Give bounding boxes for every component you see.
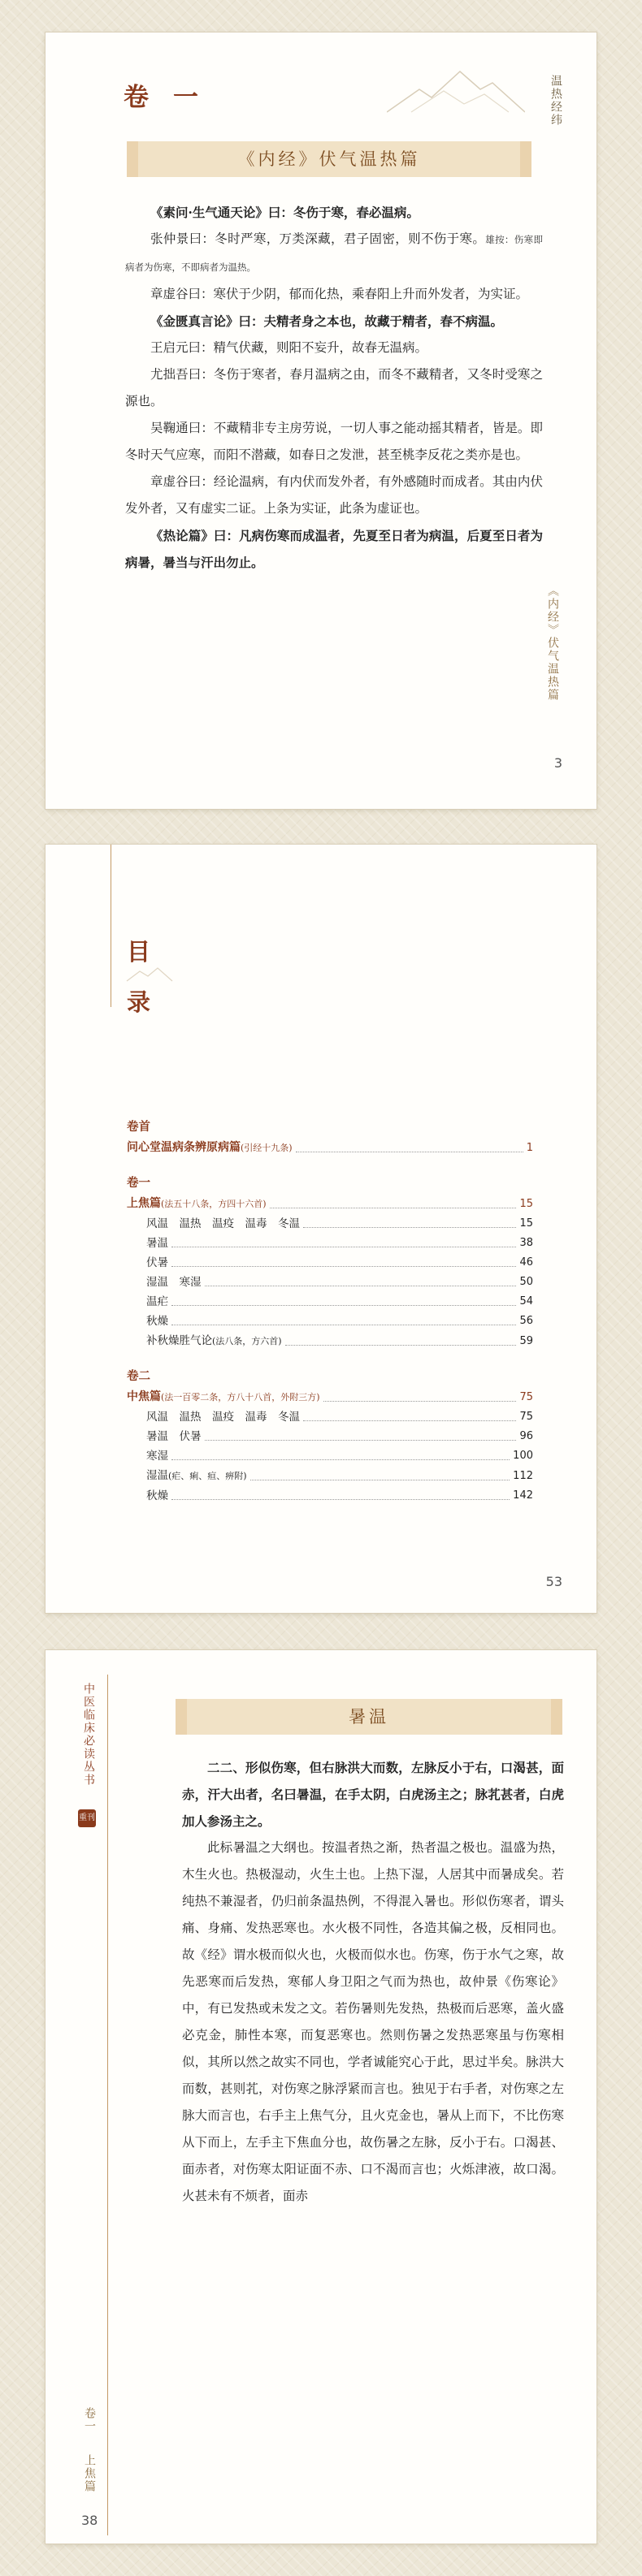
toc-title-char-1: 目 <box>127 938 151 966</box>
toc-entry[interactable]: 上焦篇(法五十八条，方四十六首) 15 <box>127 1197 533 1210</box>
banner-left-end <box>176 1699 187 1735</box>
body-text <box>125 199 543 576</box>
toc-entry[interactable]: 秋燥 142 <box>146 1489 533 1502</box>
paragraph: 王启元曰：精气伏藏，则阳不妄升，故春无温病。 <box>150 340 428 355</box>
section-vertical-title: 卷一 <box>83 2407 96 2433</box>
section-banner <box>176 1699 562 1735</box>
toc-entry[interactable]: 问心堂温病条辨原病篇(引经十九条) 1 <box>127 1141 533 1154</box>
paragraph: 章虚谷曰：寒伏于少阴，郁而化热，乘春阳上升而外发者，为实证。 <box>150 287 529 301</box>
toc-entry[interactable]: 暑温 38 <box>146 1237 533 1250</box>
series-vertical-title: 温热经纬 <box>549 75 562 127</box>
toc-volume-title: 卷二 <box>127 1369 150 1383</box>
chapter-heading: 卷一 <box>124 83 223 112</box>
seal-stamp: 重刊 <box>78 1809 96 1827</box>
paragraph: 章虚谷曰：经论温病，有内伏而发外者，有外感随时而成者。其由内伏发外者，又有虚实二证。上条为实证，此条为虚证也。 <box>125 474 543 516</box>
annotation-note: 雄按：伤寒即病者为伤寒，不即病者为温热。 <box>125 234 543 273</box>
paragraph: 吴鞠通曰：不藏精非专主房劳说，一切人事之能动摇其精者，皆是。即冬时天气应寒，而阳不潜藏，如春日之发泄，甚至桃李反花之类亦是也。 <box>125 421 543 462</box>
paragraph: 张仲景曰：冬时严寒，万类深藏，君子固密，则不伤于寒。雄按：伤寒即病者为伤寒，不即病者为温热。 <box>125 231 543 273</box>
paragraph: 尤拙吾曰：冬伤于寒者，春月温病之由，而冬不藏精者，又冬时受寒之源也。 <box>125 367 543 408</box>
margin-rule <box>107 1675 108 2535</box>
series-vertical-title: 中医临床必读丛书 <box>82 1683 95 1787</box>
cloud-ornament-icon <box>125 966 174 983</box>
paragraph: 二二、形似伤寒，但右脉洪大而数，左脉反小于右，口渴甚，面赤，汗大出者，名曰暑温，在手太阴，白虎汤主之；脉芤甚者，白虎加人参汤主之。 <box>182 1760 564 1829</box>
section-title: 暑温 <box>349 1707 389 1727</box>
body-text <box>182 1754 564 2210</box>
toc-entry[interactable]: 温疟 54 <box>146 1295 533 1308</box>
page-number: 38 <box>81 2513 98 2528</box>
paragraph: 《金匮真言论》曰：夫精者身之本也，故藏于精者，春不病温。 <box>150 313 504 329</box>
toc-entry[interactable]: 伏暑 46 <box>146 1256 533 1269</box>
book-page-3 <box>46 32 596 809</box>
toc-entry[interactable]: 风温 温热 温疫 温毒 冬温 15 <box>146 1217 533 1230</box>
page-number: 3 <box>553 755 562 771</box>
subsection-vertical-title: 上焦篇 <box>83 2454 96 2493</box>
paragraph: 此标暑温之大纲也。按温者热之渐，热者温之极也。温盛为热，木生火也。热极湿动，火生土也。上热下湿，人居其中而暑成矣。若纯热不兼湿者，仍归前条温热例，不得混入暑也。形似伤寒者，谓头痛、身痛、发热恶寒也。水火极不同性，各造其偏之极，反相同也。故《经》谓水极而似火也，火极而似水也。伤寒，伤于水气之寒，故先恶寒而后发热，寒郁人身卫阳之气而为热也，故仲景《伤寒论》中，有已发热或未发之文。若伤暑则先发热，热极而后恶寒，盖火盛必克金，肺性本寒，而复恶寒也。然则伤暑之发热恶寒虽与伤寒相似，其所以然之故实不同也，学者诚能究心于此，思过半矣。脉洪大而数，甚则芤，对伤寒之脉浮紧而言也。独见于右手者，对伤寒之左脉大而言也，右手主上焦气分，且火克金也，暑从上而下，不比伤寒从下而上，左手主下焦血分也，故伤暑之左脉，反小于右。口渴甚、面赤者，对伤寒太阳证面不赤、口不渴而言也；火烁津液，故口渴。火甚未有不烦者，面赤 <box>182 1840 564 2203</box>
toc-entry[interactable]: 中焦篇(法一百零二条，方八十八首，外附三方) 75 <box>127 1390 533 1403</box>
toc-title-char-2: 录 <box>127 988 151 1016</box>
section-title: 《内经》伏气温热篇 <box>237 149 421 169</box>
toc-entry[interactable]: 补秋燥胜气论(法八条，方六首) 59 <box>146 1334 533 1347</box>
banner-right-end <box>520 141 531 177</box>
toc-list <box>127 1117 533 1506</box>
book-page-53 <box>46 845 596 1613</box>
paragraph: 《热论篇》曰：凡病伤寒而成温者，先夏至日者为病温，后夏至日者为病暑，暑当与汗出勿止。 <box>125 528 543 570</box>
mountain-ornament-icon <box>387 65 525 114</box>
paragraph: 《素问·生气通天论》曰：冬伤于寒，春必温病。 <box>150 205 419 220</box>
book-page-38 <box>46 1650 596 2544</box>
toc-entry[interactable]: 湿温 寒湿 50 <box>146 1276 533 1289</box>
banner-left-end <box>127 141 138 177</box>
toc-entry[interactable]: 寒湿 100 <box>146 1450 533 1463</box>
section-banner <box>127 141 531 177</box>
toc-volume-title: 卷一 <box>127 1176 150 1190</box>
page-number: 53 <box>545 1574 562 1589</box>
toc-volume-title: 卷首 <box>127 1120 150 1134</box>
toc-entry[interactable]: 秋燥 56 <box>146 1315 533 1328</box>
section-vertical-title: 《内经》伏气温热篇 <box>546 585 559 702</box>
toc-entry[interactable]: 风温 温热 温疫 温毒 冬温 75 <box>146 1411 533 1424</box>
toc-entry[interactable]: 湿温(疟、痢、疸、痹附) 112 <box>146 1469 533 1482</box>
toc-entry[interactable]: 暑温 伏暑 96 <box>146 1430 533 1443</box>
banner-right-end <box>551 1699 562 1735</box>
